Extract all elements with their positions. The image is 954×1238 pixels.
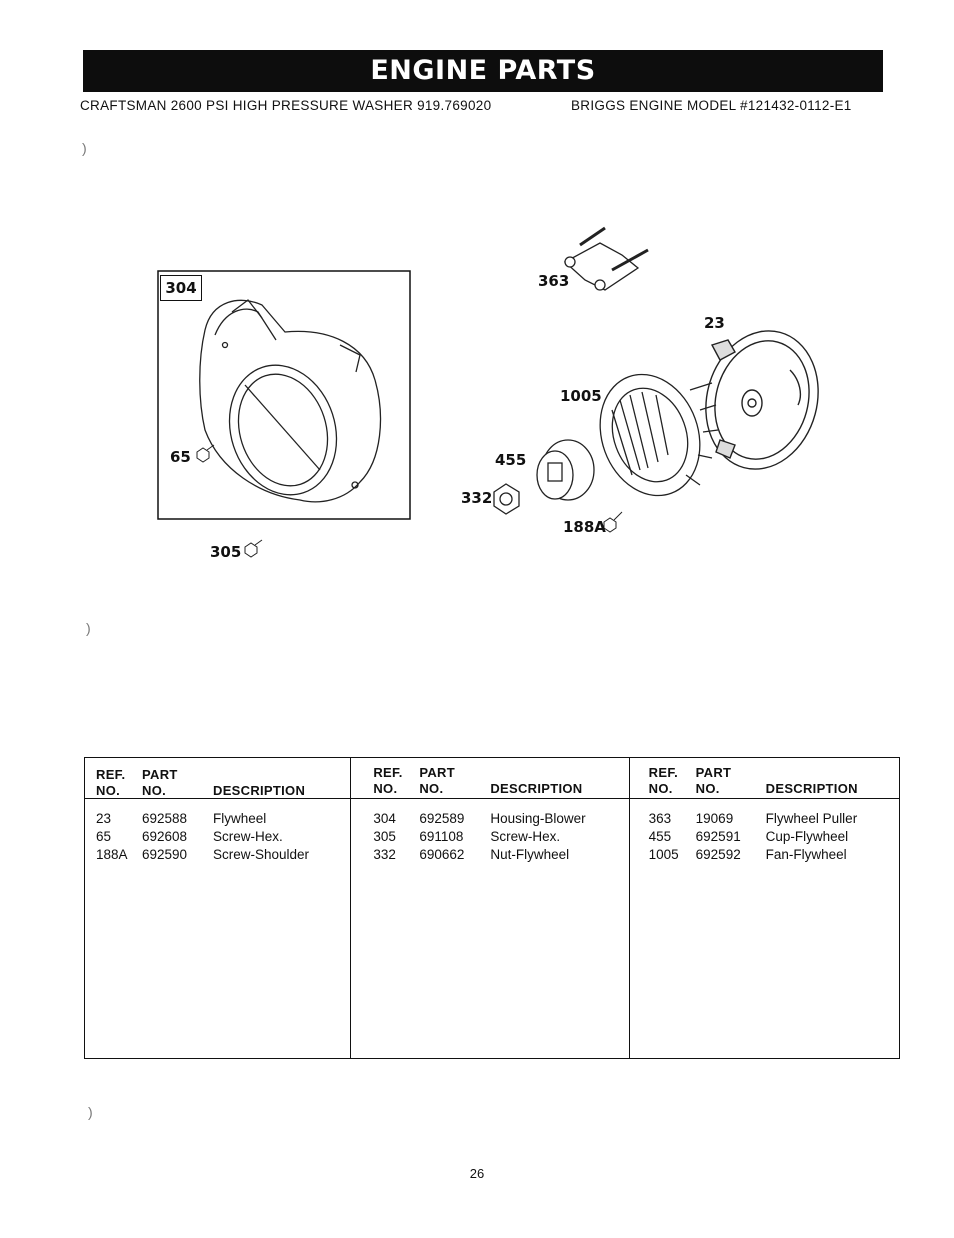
shoulder-screw-188a <box>604 512 622 532</box>
scan-mark: ) <box>86 620 91 636</box>
part-header: NO. <box>142 783 167 798</box>
engine-model-subtitle: BRIGGS ENGINE MODEL #121432-0112-E1 <box>571 98 852 113</box>
description: Screw-Hex. <box>213 829 283 844</box>
callout-65: 65 <box>170 448 191 466</box>
ref-header: REF. <box>96 767 126 782</box>
description-header: DESCRIPTION <box>765 781 858 796</box>
cup-flywheel-drawing <box>537 440 594 500</box>
description: Flywheel Puller <box>765 811 858 826</box>
parts-column <box>350 758 628 1058</box>
blower-housing-drawing <box>200 300 381 509</box>
table-row <box>85 829 350 847</box>
blower-housing-frame <box>158 271 410 519</box>
ref-no: 304 <box>373 811 396 826</box>
flywheel-drawing <box>691 318 833 482</box>
description: Flywheel <box>213 811 267 826</box>
description: Screw-Shoulder <box>213 847 310 862</box>
column-header <box>85 758 350 799</box>
part-no: 690662 <box>419 847 465 862</box>
part-header: PART <box>695 765 732 780</box>
part-no: 691108 <box>419 829 464 844</box>
flywheel-puller-drawing <box>565 228 648 290</box>
callout-305: 305 <box>210 543 242 561</box>
table-row <box>351 811 628 829</box>
ref-no: 363 <box>648 811 672 826</box>
description: Screw-Hex. <box>490 829 561 844</box>
callout-304: 304 <box>160 275 202 301</box>
description: Nut-Flywheel <box>490 847 570 862</box>
ref-header: REF. <box>648 765 679 780</box>
hex-screw-305 <box>245 540 262 557</box>
ref-no: 455 <box>648 829 672 844</box>
table-row <box>630 847 899 865</box>
scan-mark: ) <box>88 1104 93 1120</box>
ref-header: NO. <box>648 781 673 796</box>
ref-no: 1005 <box>648 847 679 862</box>
callout-363: 363 <box>538 272 570 290</box>
description-header: DESCRIPTION <box>213 783 306 798</box>
description: Housing-Blower <box>490 811 586 826</box>
ref-no: 332 <box>373 847 396 862</box>
parts-column <box>85 758 350 1058</box>
part-no: 692608 <box>142 829 188 844</box>
callout-188a: 188A <box>563 518 606 536</box>
table-row <box>85 811 350 829</box>
parts-list-table <box>84 757 900 1059</box>
part-no: 692590 <box>142 847 188 862</box>
ref-header: NO. <box>96 783 121 798</box>
description: Fan-Flywheel <box>765 847 847 862</box>
ref-no: 188A <box>96 847 128 862</box>
table-row <box>630 811 899 829</box>
hex-screw-65 <box>197 445 214 462</box>
table-row <box>630 829 899 847</box>
ref-no: 23 <box>96 811 112 826</box>
part-no: 692591 <box>695 829 741 844</box>
product-subtitle: CRAFTSMAN 2600 PSI HIGH PRESSURE WASHER 919.769020 <box>80 98 492 113</box>
table-row <box>351 847 628 865</box>
part-no: 692588 <box>142 811 188 826</box>
part-no: 692589 <box>419 811 465 826</box>
column-header <box>630 758 899 799</box>
flywheel-nut-drawing <box>494 484 519 514</box>
callout-332: 332 <box>461 489 493 507</box>
part-header: PART <box>419 765 455 780</box>
part-no: 19069 <box>695 811 734 826</box>
part-no: 692592 <box>695 847 741 862</box>
description-header: DESCRIPTION <box>490 781 583 796</box>
callout-23: 23 <box>704 314 725 332</box>
ref-no: 65 <box>96 829 112 844</box>
part-header: NO. <box>695 781 720 796</box>
page-title: ENGINE PARTS <box>83 50 883 92</box>
callout-1005: 1005 <box>560 387 602 405</box>
ref-no: 305 <box>373 829 396 844</box>
column-header <box>351 758 628 799</box>
scan-mark: ) <box>82 140 87 156</box>
part-header: NO. <box>419 781 444 796</box>
table-row <box>85 847 350 865</box>
description: Cup-Flywheel <box>765 829 849 844</box>
parts-column <box>629 758 899 1058</box>
table-row <box>351 829 628 847</box>
fan-flywheel-drawing <box>584 360 718 509</box>
part-header: PART <box>142 767 178 782</box>
callout-455: 455 <box>495 451 527 469</box>
page-number: 26 <box>469 1166 485 1181</box>
ref-header: NO. <box>373 781 398 796</box>
ref-header: REF. <box>373 765 403 780</box>
